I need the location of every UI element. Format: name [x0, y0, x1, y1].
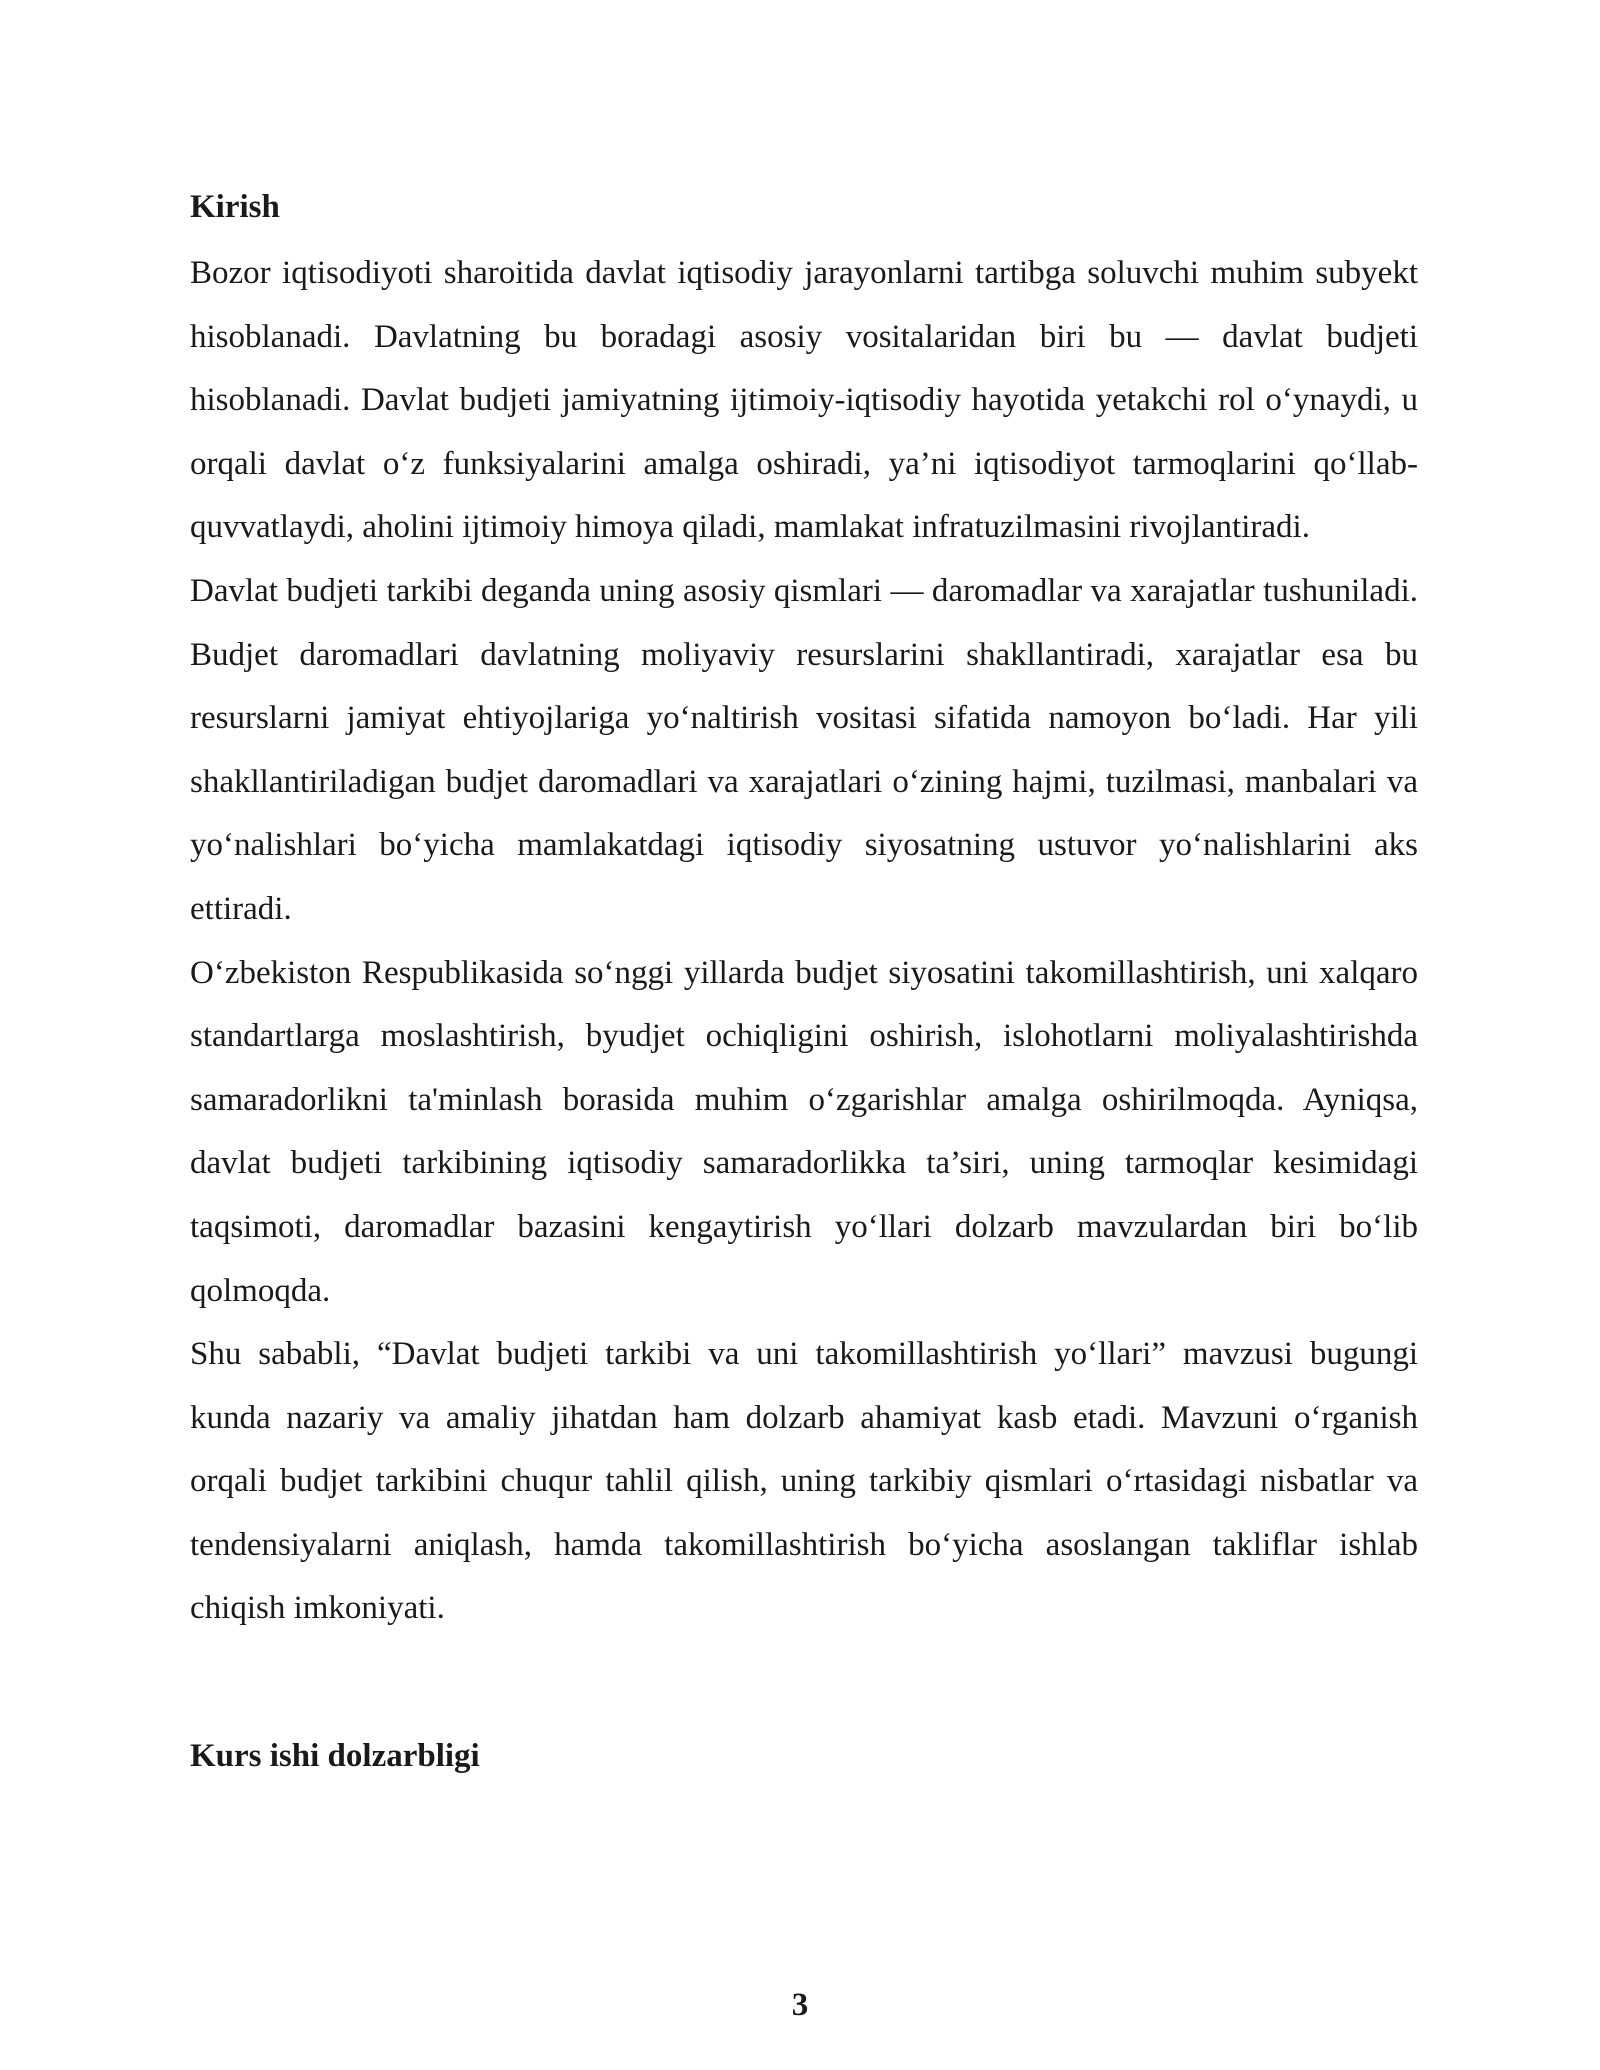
page-number: 3	[791, 1987, 809, 2023]
section-heading-intro: Kirish	[190, 189, 280, 225]
page-content	[190, 186, 1418, 1777]
paragraph-1: Bozor iqtisodiyoti sharoitida davlat iqtisodiy jarayonlarni tartibga soluvchi muhim subyekt hisoblanadi. Davlatning bu boradagi asosiy vositalaridan biri bu — davlat budjeti hisoblanadi. Davlat budjeti jamiyatning ijtimoiy-iqtisodiy hayotida yetakchi rol o‘ynaydi, u orqali davlat o‘z funksiyalarini amalga oshiradi, ya’ni iqtisodiyot tarmoqlarini qo‘llab-quvvatlaydi, aholini ijtimoiy himoya qiladi, mamlakat infratuzilmasini rivojlantiradi.	[190, 255, 1418, 546]
paragraph-2: Davlat budjeti tarkibi deganda uning asosiy qismlari — daromadlar va xarajatlar tushuniladi. Budjet daromadlari davlatning moliyaviy resurslarini shakllantiradi, xarajatlar esa bu resurslarni jamiyat ehtiyojlariga yo‘naltirish vositasi sifatida namoyon bo‘ladi. Har yili shakllantiriladigan budjet daromadlari va xarajatlari o‘zining hajmi, tuzilmasi, manbalari va yo‘nalishlari bo‘yicha mamlakatdagi iqtisodiy siyosatning ustuvor yo‘nalishlarini aks ettiradi.	[190, 572, 1418, 927]
paragraph-4: Shu sababli, “Davlat budjeti tarkibi va uni takomillashtirish yo‘llari” mavzusi bugungi kunda nazariy va amaliy jihatdan ham dolzarb ahamiyat kasb etadi. Mavzuni o‘rganish orqali budjet tarkibini chuqur tahlil qilish, uning tarkibiy qismlari o‘rtasidagi nisbatlar va tendensiyalarni aniqlash, hamda takomillashtirish bo‘yicha asoslangan takliflar ishlab chiqish imkoniyati.	[190, 1336, 1418, 1627]
section-heading-relevance: Kurs ishi dolzarbligi	[190, 1738, 480, 1775]
paragraph-3: O‘zbekiston Respublikasida so‘nggi yillarda budjet siyosatini takomillashtirish, uni xalqaro standartlarga moslashtirish, byudjet ochiqligini oshirish, islohotlarni moliyalashtirishda samaradorlikni ta'minlash borasida muhim o‘zgarishlar amalga oshirilmoqda. Ayniqsa, davlat budjeti tarkibining iqtisodiy samaradorlikka ta’siri, uning tarmoqlar kesimidagi taqsimoti, daromadlar bazasini kengaytirish yo‘llari dolzarb mavzulardan biri bo‘lib qolmoqda.	[190, 954, 1418, 1309]
